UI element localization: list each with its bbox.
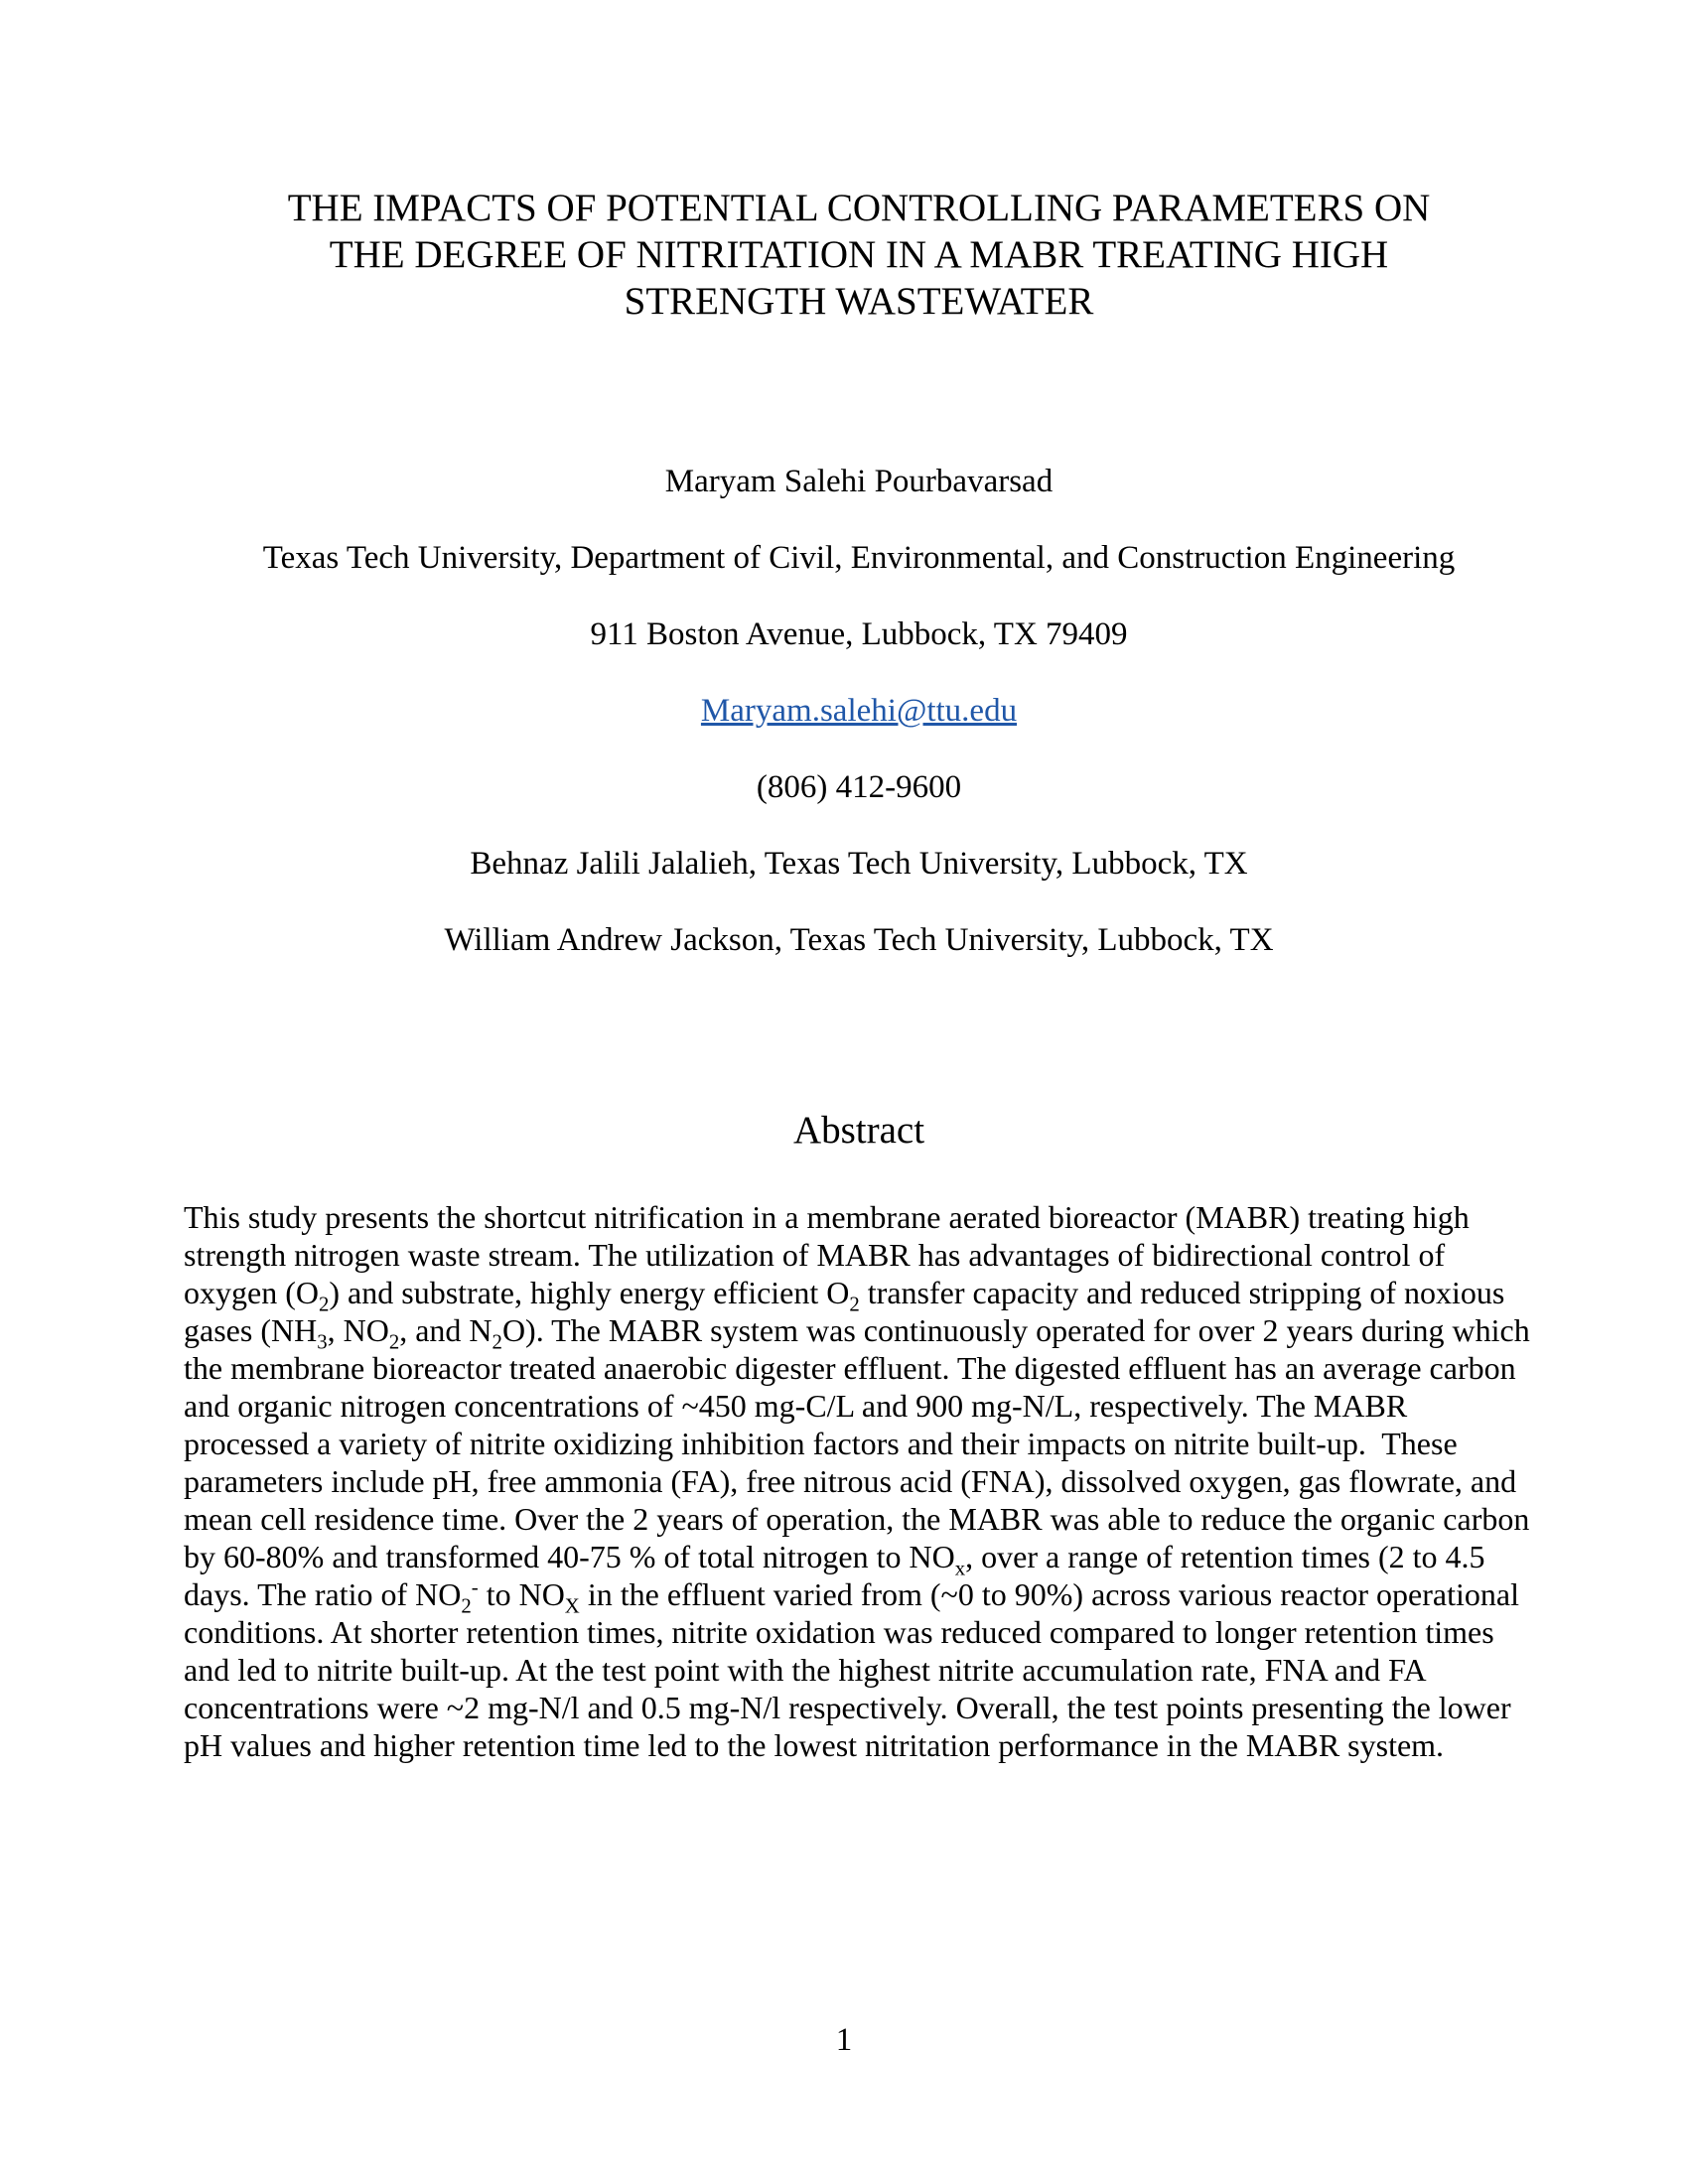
author-address: 911 Boston Avenue, Lubbock, TX 79409 (590, 616, 1128, 652)
page-content (184, 0, 1534, 1764)
author-phone: (806) 412-9600 (756, 769, 962, 805)
page-number: 1 (835, 2022, 853, 2058)
coauthor-2: William Andrew Jackson, Texas Tech University, Lubbock, TX (444, 922, 1274, 958)
paper-title-line-1: THE IMPACTS OF POTENTIAL CONTROLLING PARAMETERS ON (287, 187, 1431, 229)
email-link[interactable]: Maryam.salehi@ttu.edu (700, 693, 1018, 729)
abstract-heading: Abstract (792, 1109, 925, 1152)
author-affiliation: Texas Tech University, Department of Civil, Environmental, and Construction Engineering (262, 540, 1456, 576)
paper-title (184, 185, 1534, 325)
author-name: Maryam Salehi Pourbavarsad (664, 464, 1054, 499)
paper-title-line-3: STRENGTH WASTEWATER (624, 280, 1094, 323)
abstract-body: This study presents the shortcut nitrification in a membrane aerated bioreactor (MABR) treating high strength nitrogen waste stream. The utilization of MABR has advantages of bidirectional control of oxygen $(O_2)$ and substrate, highly energy efficient $O_2$ transfer capacity and reduced stripping of noxious gases ($NH_3$, $NO_2$, and $N_2O$). The MABR system was continuously operated for over 2 years during which the membrane bioreactor treated anaerobic digester effluent. The digested effluent has an average carbon and organic nitrogen concentrations of ~450 mg-C/L and 900 mg-N/L, respectively. The MABR processed a variety of nitrite oxidizing inhibition factors and their impacts on nitrite built-up. These parameters include pH, free ammonia (FA), free nitrous acid (FNA), dissolved oxygen, gas flowrate, and mean cell residence time. Over the 2 years of operation, the MABR was able to reduce the organic carbon by 60-80% and transformed 40-75 % of total nitrogen to $NO_x$, over a range of retention times (2 to 4.5 days. The ratio of $NO_2^-$ to $NO_X$ in the effluent varied from (~0 to 90%) across various reactor operational conditions. At shorter retention times, nitrite oxidation was reduced compared to longer retention times and led to nitrite built-up. At the test point with the highest nitrite accumulation rate, FNA and FA concentrations were ~2 mg-N/l and 0.5 mg-N/l respectively. Overall, the test points presenting the lower pH values and higher retention time led to the lowest nitritation performance in the MABR system. (184, 1199, 1530, 1763)
paper-title-line-2: THE DEGREE OF NITRITATION IN A MABR TREATING HIGH (329, 233, 1389, 276)
author-email-row (184, 691, 1534, 731)
coauthor-1: Behnaz Jalili Jalalieh, Texas Tech University, Lubbock, TX (470, 846, 1248, 882)
